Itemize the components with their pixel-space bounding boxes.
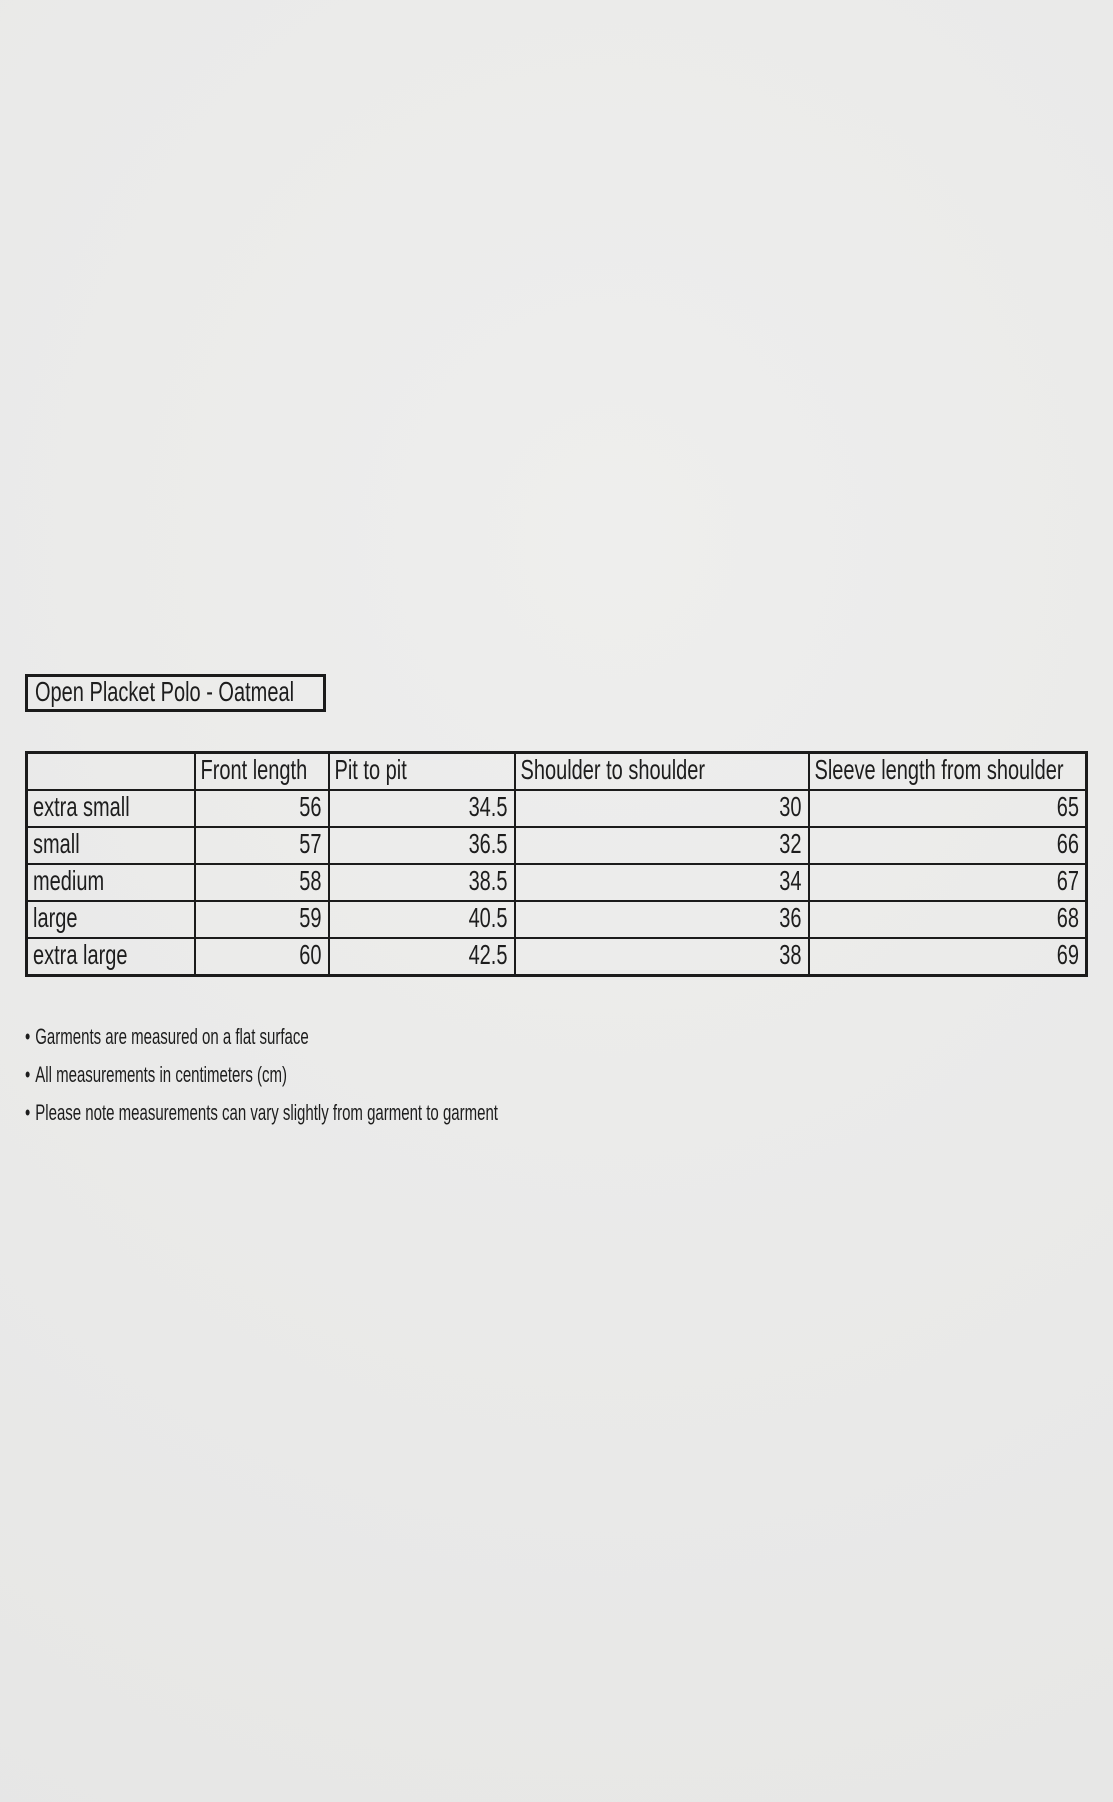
- size-label-cell: [27, 938, 195, 976]
- size-chart-table: [25, 751, 1088, 977]
- cell-value: 38: [779, 940, 802, 971]
- cell-value: 57: [299, 829, 322, 860]
- cell-value: 56: [299, 792, 322, 823]
- header-pit-to-pit: [329, 753, 515, 791]
- size-label: medium: [33, 866, 105, 897]
- bullet-icon: •: [25, 1100, 31, 1126]
- note-item: [25, 1018, 498, 1056]
- value-cell: [195, 827, 329, 864]
- value-cell: [515, 827, 809, 864]
- size-label: extra large: [33, 940, 128, 971]
- note-item: [25, 1094, 498, 1132]
- header-label: Pit to pit: [334, 755, 407, 786]
- header-size-blank: [27, 753, 195, 791]
- value-cell: [809, 938, 1087, 976]
- size-label: extra small: [33, 792, 130, 823]
- size-label-cell: [27, 827, 195, 864]
- table-row-large: [27, 901, 1087, 938]
- bullet-icon: •: [25, 1024, 31, 1050]
- cell-value: 34: [779, 866, 802, 897]
- header-label: Sleeve length from shoulder: [814, 755, 1064, 786]
- header-row: [27, 753, 1087, 791]
- value-cell: [195, 790, 329, 827]
- cell-value: 60: [299, 940, 322, 971]
- value-cell: [515, 901, 809, 938]
- size-label: large: [33, 903, 78, 934]
- size-label-cell: [27, 864, 195, 901]
- cell-value: 42.5: [468, 940, 508, 971]
- size-label-cell: [27, 901, 195, 938]
- value-cell: [329, 938, 515, 976]
- product-title-box: [25, 674, 326, 712]
- note-line: [25, 1025, 309, 1050]
- cell-value: 68: [1056, 903, 1079, 934]
- product-title-label: Open Placket Polo - Oatmeal: [35, 676, 295, 708]
- cell-value: 67: [1056, 866, 1079, 897]
- note-line: [25, 1063, 287, 1088]
- cell-value: 69: [1056, 940, 1079, 971]
- size-label: small: [33, 829, 80, 860]
- table-row-extra-large: [27, 938, 1087, 976]
- header-front-length: [195, 753, 329, 791]
- value-cell: [329, 790, 515, 827]
- table-row-small: [27, 827, 1087, 864]
- table-row-medium: [27, 864, 1087, 901]
- value-cell: [809, 827, 1087, 864]
- notes-list: [25, 1018, 498, 1132]
- value-cell: [809, 864, 1087, 901]
- cell-value: 65: [1056, 792, 1079, 823]
- value-cell: [809, 790, 1087, 827]
- cell-value: 59: [299, 903, 322, 934]
- value-cell: [195, 864, 329, 901]
- size-label-cell: [27, 790, 195, 827]
- cell-value: 30: [779, 792, 802, 823]
- table-row-extra-small: [27, 790, 1087, 827]
- note-item: [25, 1056, 498, 1094]
- cell-value: 38.5: [468, 866, 508, 897]
- value-cell: [515, 790, 809, 827]
- value-cell: [329, 901, 515, 938]
- header-label: Front length: [200, 755, 308, 786]
- note-text: Garments are measured on a flat surface: [35, 1024, 309, 1050]
- header-sleeve-length: [809, 753, 1087, 791]
- bullet-icon: •: [25, 1062, 31, 1088]
- cell-value: 58: [299, 866, 322, 897]
- cell-value: 40.5: [468, 903, 508, 934]
- cell-value: 34.5: [468, 792, 508, 823]
- value-cell: [195, 938, 329, 976]
- value-cell: [329, 864, 515, 901]
- value-cell: [195, 901, 329, 938]
- header-shoulder-to-shoulder: [515, 753, 809, 791]
- cell-value: 36.5: [468, 829, 508, 860]
- value-cell: [515, 864, 809, 901]
- value-cell: [515, 938, 809, 976]
- cell-value: 36: [779, 903, 802, 934]
- value-cell: [329, 827, 515, 864]
- note-text: Please note measurements can vary slightly from garment to garment: [35, 1100, 498, 1126]
- note-line: [25, 1101, 498, 1126]
- header-label: Shoulder to shoulder: [520, 755, 706, 786]
- cell-value: 32: [779, 829, 802, 860]
- cell-value: 66: [1056, 829, 1079, 860]
- value-cell: [809, 901, 1087, 938]
- note-text: All measurements in centimeters (cm): [35, 1062, 287, 1088]
